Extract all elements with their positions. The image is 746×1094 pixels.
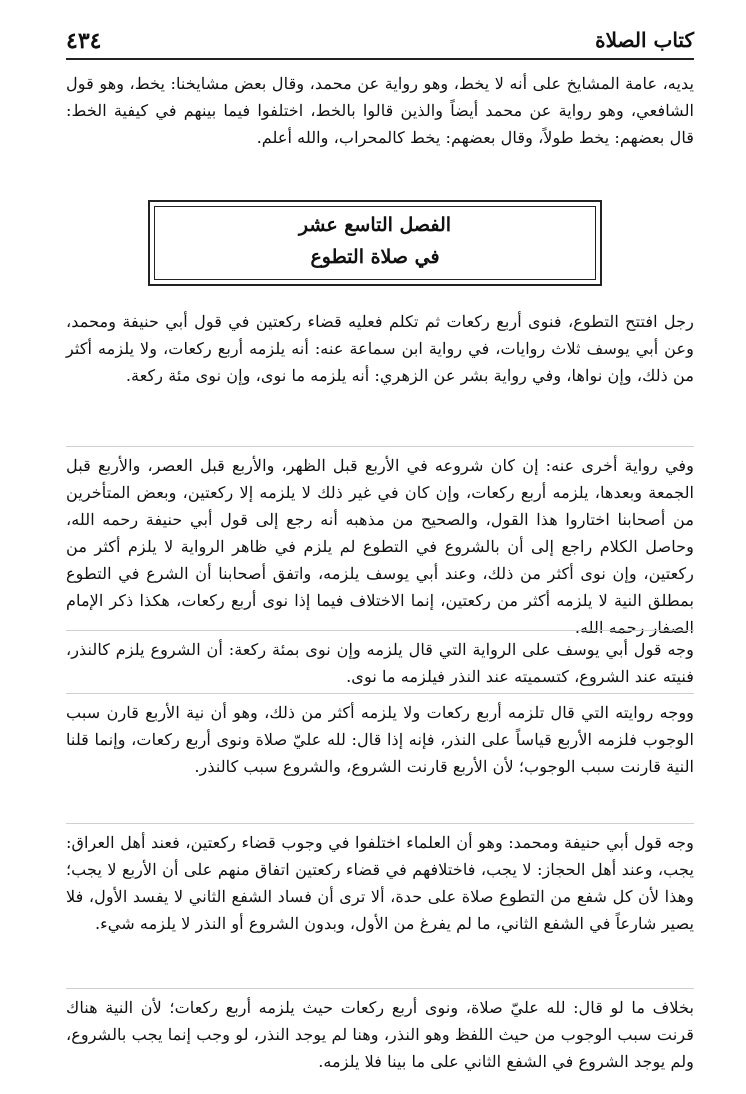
paragraph-4: ووجه روايته التي قال تلزمه أربع ركعات ولا يلزمه أكثر من ذلك، وهو أن نية الأربع قارن سبب الوجوب فلزمه الأربع قياساً على النذر، فإنه إذا قال: لله عليّ صلاة ونوى أربع ركعات، وإنما قلنا النية قارنت سبب الوجوب؛ لأن الأربع قارنت الشروع، والشروع سبب كالنذر. <box>66 703 694 776</box>
paragraph-divider <box>66 823 694 824</box>
paragraph-2: وفي رواية أخرى عنه: إن كان شروعه في الأربع قبل الظهر، والأربع قبل العصر، والأربع قبل الجمعة وبعدها، يلزمه أربع ركعات، وإن كان في غير ذلك لا يلزمه إلا ركعتين، وبعض المتأخرين من أصحابنا اختاروا هذا القول، والصحيح من مذهبه أنه رجع إلى قول أبي حنيفة رحمه الله، وحاصل الكلام راجع إلى أن بالشروع في التطوع لم يلزم في ظاهر الرواية لا يلزم أكثر من ركعتين، وإن نوى أكثر من ذلك، وعند أبي يوسف يلزمه، واتفق أصحابنا أن الشرع في التطوع بمطلق النية لا يلزمه أكثر من ركعتين، إنما الاختلاف فيما إذا نوى أربع ركعات، هكذا ذكر الإمام الصفار رحمه الله. <box>66 456 694 637</box>
paragraph-1: رجل افتتح التطوع، فنوى أربع ركعات ثم تكلم فعليه قضاء ركعتين في قول أبي حنيفة ومحمد، وعن أبي يوسف ثلاث روايات، في رواية ابن سماعة عنه: أنه يلزمه أربع ركعات، ولا يلزمه أكثر من ذلك، وإن نواها، وفي رواية بشر عن الزهري: أنه يلزمه ما نوى، وإن نوى مئة ركعة. <box>66 312 694 385</box>
section-heading-box <box>148 200 602 286</box>
paragraph-5: وجه قول أبي حنيفة ومحمد: وهو أن العلماء اختلفوا في وجوب قضاء ركعتين، فعند أهل العراق: يجب، وعند أهل الحجاز: لا يجب، فاختلافهم في قضاء ركعتين اتفاق منهم على أن الأربع لا يجب؛ وهذا لأن كل شفع من التطوع صلاة على حدة، ألا ترى أن فساد الشفع الثاني لا يفسد الأول، فلا يصير شارعاً في الشفع الثاني، ما لم يفرغ من الأول، وبدون الشروع أو النذر لا يلزمه شيء. <box>66 833 694 933</box>
paragraph-6: بخلاف ما لو قال: لله عليّ صلاة، ونوى أربع ركعات حيث يلزمه أربع ركعات؛ لأن النية هناك قرنت سبب الوجوب من حيث اللفظ وهو النذر، وهنا لم يوجد النذر، لو وجب إنما يجب بالشروع، ولم يوجد الشروع في الشفع الثاني على ما بينا فلا يلزمه. <box>66 998 694 1071</box>
paragraph-divider <box>66 446 694 447</box>
chapter-title: كتاب الصلاة <box>595 28 694 52</box>
paragraph-3: وجه قول أبي يوسف على الرواية التي قال يلزمه وإن نوى بمئة ركعة: أن الشروع يلزم كالنذر، فنيته عند الشروع، كتسميته عند النذر فيلزمه ما نوى. <box>66 640 694 686</box>
section-title: الفصل التاسع عشر <box>298 214 452 236</box>
paragraph-divider <box>66 693 694 694</box>
intro-paragraph: يديه، عامة المشايخ على أنه لا يخط، وهو رواية عن محمد، وقال بعض مشايخنا: يخط، وهو قول الشافعي، وهو رواية عن محمد أيضاً والذين قالوا بالخط، اختلفوا فيما بينهم في كيفية الخط: قال بعضهم: يخط طولاً، وقال بعضهم: يخط كالمحراب، والله أعلم. <box>66 74 694 147</box>
paragraph-divider <box>66 988 694 989</box>
section-subtitle: في صلاة التطوع <box>310 246 440 268</box>
page-header <box>66 18 694 60</box>
page-number: ٤٣٤ <box>66 28 102 54</box>
paragraph-divider <box>66 630 694 631</box>
